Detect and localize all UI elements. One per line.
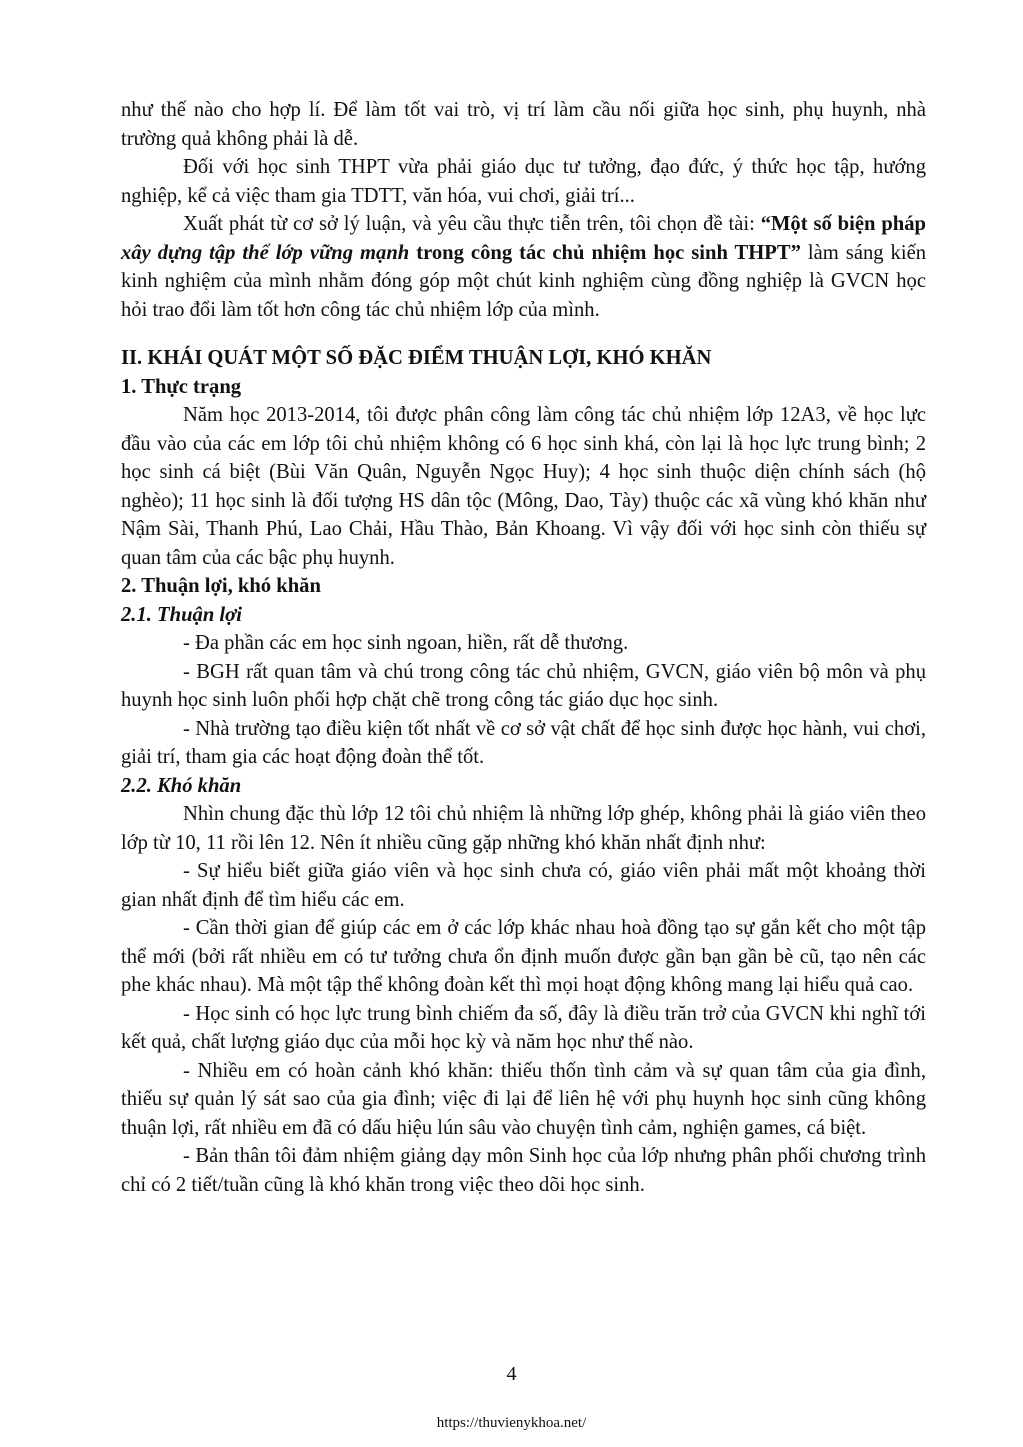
difficulty-item-4: - Nhiều em có hoàn cảnh khó khăn: thiếu thốn tình cảm và sự quan tâm của gia đình, thiếu sự quản lý sát sao của gia đình; việc đi lại để liên hệ với phụ huynh học sinh cũng không thuận lợi, rất nhiều em đã có dấu hiệu lún sâu vào chuyện tình cảm, nghiện games, cá biệt. xyxy=(121,1059,926,1139)
paragraph-current-situation: Năm học 2013-2014, tôi được phân công làm công tác chủ nhiệm lớp 12A3, về học lực đầu vào của các em lớp tôi chủ nhiệm không có 6 học sinh khá, còn lại là học lực trung bình; 2 học sinh cá biệt (Bùi Văn Quân, Nguyễn Ngọc Huy); 4 học sinh thuộc diện chính sách (hộ nghèo); 11 học sinh là đối tượng HS dân tộc (Mông, Dao, Tày) thuộc các xã vùng khó khăn như Nậm Sài, Thanh Phú, Lao Chải, Hầu Thào, Bản Khoang. Vì vậy đối với học sinh còn thiếu sự quan tâm của các bậc phụ huynh. xyxy=(121,404,926,569)
advantage-item-2: - BGH rất quan tâm và chú trong công tác chủ nhiệm, GVCN, giáo viên bộ môn và phụ huynh học sinh luôn phối hợp chặt chẽ trong công tác giáo dục học sinh. xyxy=(121,660,926,711)
topic-title-part-1: “Một số biện pháp xyxy=(760,213,926,235)
section-heading-ii: II. KHÁI QUÁT MỘT SỐ ĐẶC ĐIỂM THUẬN LỢI, KHÓ KHĂN xyxy=(121,347,712,369)
topic-outro-text: làm sáng kiến kinh nghiệm của mình nhằm đóng góp một chút kinh nghiệm cùng đồng nghiệp là GVCN học hỏi trao đổi làm tốt hơn công tác chủ nhiệm lớp của mình. xyxy=(121,241,927,321)
difficulty-item-2: - Cần thời gian để giúp các em ở các lớp khác nhau hoà đồng tạo sự gắn kết cho một tập thể mới (bởi rất nhiều em có tư tưởng chưa ổn định muốn được gần bạn gần bè cũ, tạo nên các phe khác nhau). Mà một tập thể không đoàn kết thì mọi hoạt động không mang lại hiểu quả cao. xyxy=(121,917,926,996)
difficulty-item-3: - Học sinh có học lực trung bình chiếm đa số, đây là điều trăn trở của GVCN khi nghĩ tới kết quả, chất lượng giáo dục của mỗi học kỳ và năm học như thế nào. xyxy=(121,1002,926,1053)
difficulty-item-1: - Sự hiểu biết giữa giáo viên và học sinh chưa có, giáo viên phải mất một khoảng thời gian nhất định để tìm hiểu các em. xyxy=(121,860,926,911)
difficulties-intro: Nhìn chung đặc thù lớp 12 tôi chủ nhiệm là những lớp ghép, không phải là giáo viên theo lớp từ 10, 11 rồi lên 12. Nên ít nhiều cũng gặp những khó khăn nhất định như: xyxy=(121,803,926,854)
advantage-item-3: - Nhà trường tạo điều kiện tốt nhất về cơ sở vật chất để học sinh được học hành, vui chơi, giải trí, tham gia các hoạt động đoàn thể tốt. xyxy=(121,717,926,768)
advantage-item-1: - Đa phần các em học sinh ngoan, hiền, rất dễ thương. xyxy=(183,632,629,654)
heading-advantages-difficulties: 2. Thuận lợi, khó khăn xyxy=(121,575,321,597)
paragraph-topic-choice xyxy=(121,210,926,324)
footer-url[interactable]: https://thuvienykhoa.net/ xyxy=(436,1415,587,1431)
heading-current-situation: 1. Thực trạng xyxy=(121,375,242,398)
topic-title-part-2: trong công tác chủ nhiệm học sinh THPT” xyxy=(409,241,801,264)
topic-intro-text: Xuất phát từ cơ sở lý luận, và yêu cầu thực tiễn trên, tôi chọn đề tài: xyxy=(183,213,761,235)
document-body xyxy=(121,96,926,1199)
subheading-advantages: 2.1. Thuận lợi xyxy=(121,603,242,626)
paragraph-thpt-education: Đối với học sinh THPT vừa phải giáo dục tư tưởng, đạo đức, ý thức học tập, hướng nghiệp, kể cả việc tham gia TDTT, văn hóa, vui chơi, giải trí... xyxy=(121,156,926,207)
difficulty-item-5: - Bản thân tôi đảm nhiệm giảng dạy môn Sinh học của lớp nhưng phân phối chương trình chỉ có 2 tiết/tuần cũng là khó khăn trong việc theo dõi học sinh. xyxy=(121,1145,926,1196)
subheading-difficulties: 2.2. Khó khăn xyxy=(121,774,242,797)
paragraph-continuation: như thế nào cho hợp lí. Để làm tốt vai trò, vị trí làm cầu nối giữa học sinh, phụ huynh, nhà trường quả không phải là dễ. xyxy=(121,99,926,150)
page-number: 4 xyxy=(506,1363,517,1385)
topic-title-emphasis: xây dựng tập thể lớp vững mạnh xyxy=(121,241,410,264)
